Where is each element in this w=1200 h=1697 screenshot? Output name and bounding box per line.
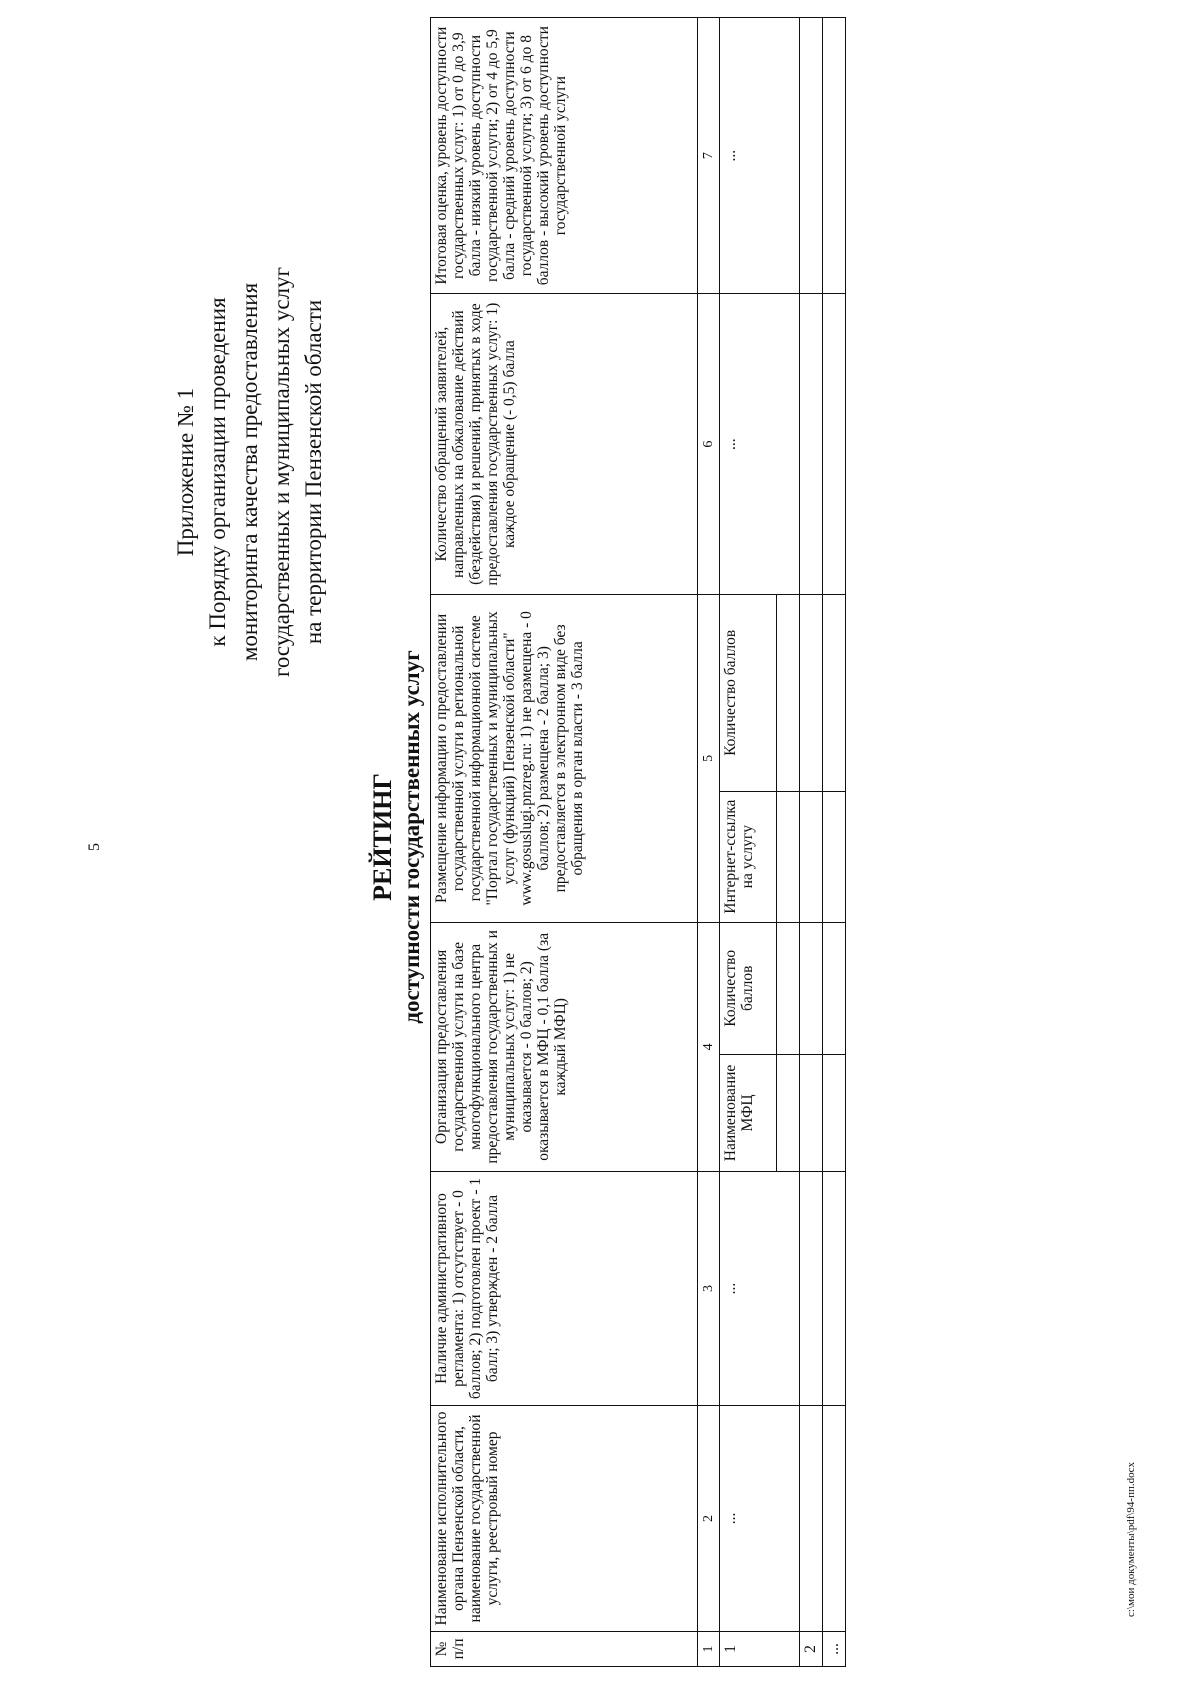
header-cell-portal: Размещение информации о предоставлении государственной услуги в региональной государственной информационной системе "Портал государственных и муниципальных услуг (функций) Пензенской области" www.gosuslugi.pnzreg.ru: 1) не размещена - 0 баллов; 2) размещена - 2 балла; 3) предоставляется в электронном виде без обращения в орган власти - 3 балла <box>431 595 698 923</box>
row-total-cell: ... <box>720 18 800 294</box>
column-number-row <box>698 18 720 1667</box>
appendix-line: мониторинга качества предоставления <box>237 282 262 662</box>
column-number: 5 <box>698 595 720 923</box>
row-mfc-points-cell <box>777 922 800 1054</box>
header-cell-complaints: Количество обращений заявителей, направленных на обжалование действий (бездействия) и решений, принятых в ходе предоставления государственных услуг: 1) каждое обращение (- 0,5) балла <box>431 294 698 595</box>
table-row <box>800 18 823 1667</box>
table-row <box>823 18 846 1667</box>
column-number: 2 <box>698 1406 720 1632</box>
appendix-line: государственных и муниципальных услуг <box>269 267 294 677</box>
row-mfc-name-cell <box>777 1054 800 1171</box>
page-number: 5 <box>86 843 103 851</box>
row-complaints-cell: ... <box>720 294 800 595</box>
header-cell-total: Итоговая оценка, уровень доступности государственных услуг: 1) от 0 до 3,9 балла - низкий уровень доступности государственной услуги; 2) от 4 до 5,9 балла - средний уровень доступности государственной услуги; 3) от 6 до 8 баллов - высокий уровень доступности государственной услуги <box>431 18 698 294</box>
row-number-cell: 1 <box>720 1631 800 1666</box>
table-cell <box>823 1406 846 1632</box>
row-organ-cell: ... <box>720 1406 800 1632</box>
subheader-mfc-points: Количество баллов <box>720 922 777 1054</box>
table-cell <box>800 1171 823 1405</box>
appendix-heading <box>170 87 330 857</box>
subheader-link: Интернет-ссылка на услугу <box>720 791 777 922</box>
column-number: 3 <box>698 1171 720 1405</box>
file-path-footer: c:\мои документы\pdf\94-пп.docx <box>1125 1461 1137 1617</box>
subheader-portal-points: Количество баллов <box>720 595 777 792</box>
table-cell <box>800 1054 823 1171</box>
row-number-cell: 2 <box>800 1631 823 1666</box>
rating-table <box>430 17 846 1667</box>
row-regulation-cell: ... <box>720 1171 800 1405</box>
header-cell-number: № п/п <box>431 1631 698 1666</box>
table-cell <box>800 791 823 922</box>
header-cell-mfc: Организация предоставления государственной услуги на базе многофункционального центра предоставления государственных и муниципальных услуг: 1) не оказывается - 0 баллов; 2) оказывается в МФЦ - 0,1 балла (за каждый МФЦ) <box>431 922 698 1171</box>
column-number: 7 <box>698 18 720 294</box>
table-cell <box>823 791 846 922</box>
table-cell <box>823 1054 846 1171</box>
title-line-2: доступности государственных услуг <box>399 650 424 1024</box>
row-number-cell: ... <box>823 1631 846 1666</box>
table-cell <box>823 922 846 1054</box>
header-cell-regulation: Наличие административного регламента: 1) отсутствует - 0 баллов; 2) подготовлен проект - 1 балл; 3) утвержден - 2 балла <box>431 1171 698 1405</box>
row-link-cell <box>777 791 800 922</box>
document-title <box>368 407 426 1267</box>
table-cell <box>823 18 846 294</box>
appendix-line: на территории Пензенской области <box>301 299 326 645</box>
column-number: 6 <box>698 294 720 595</box>
header-cell-organ: Наименование исполнительного органа Пензенской области, наименование государственной услуги, реестровый номер <box>431 1406 698 1632</box>
header-row <box>431 18 698 1667</box>
title-line-1: РЕЙТИНГ <box>368 773 397 901</box>
appendix-line: к Порядку организации проведения <box>205 297 230 647</box>
column-number: 4 <box>698 922 720 1171</box>
table-cell <box>823 595 846 792</box>
table-cell <box>823 1171 846 1405</box>
row-portal-points-cell <box>777 595 800 792</box>
subheader-mfc-name: Наименование МФЦ <box>720 1054 777 1171</box>
table-cell <box>800 294 823 595</box>
table-cell <box>800 595 823 792</box>
table-cell <box>800 1406 823 1632</box>
table-cell <box>800 922 823 1054</box>
table-cell <box>823 294 846 595</box>
table-row <box>720 18 777 1667</box>
column-number: 1 <box>698 1631 720 1666</box>
table-cell <box>800 18 823 294</box>
appendix-line: Приложение № 1 <box>173 387 198 557</box>
